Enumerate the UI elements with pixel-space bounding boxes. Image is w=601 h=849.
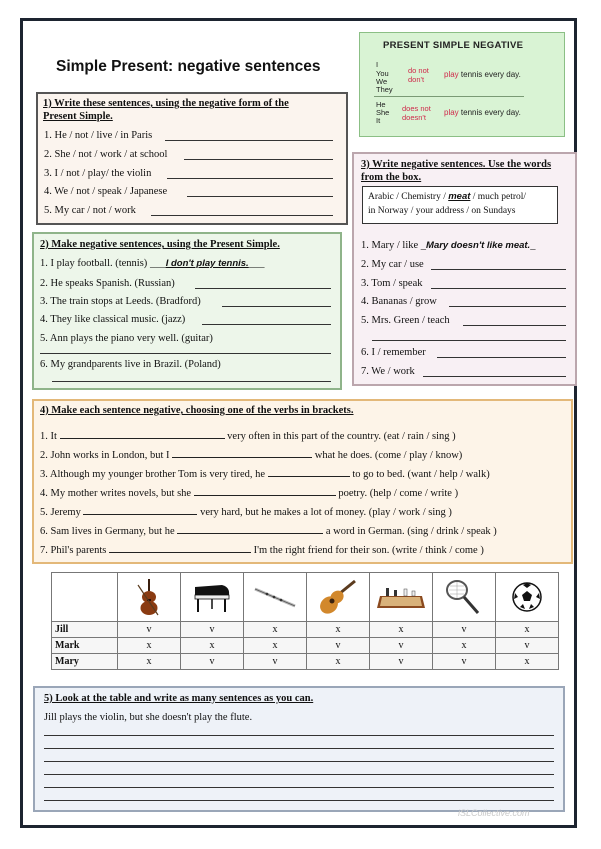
- word-box-text: Arabic / Chemistry /: [368, 192, 449, 202]
- example-rest-text: tennis every day.: [460, 70, 521, 79]
- auxiliary: doesn't: [402, 113, 426, 122]
- answer-line[interactable]: [372, 340, 566, 341]
- exercise-3-item: 4. Bananas / grow: [361, 296, 437, 307]
- violin-icon: [134, 577, 164, 617]
- exercise-4-item: [40, 448, 462, 462]
- table-icon-cell: [433, 573, 496, 622]
- exercise-4-item: [40, 505, 452, 519]
- answer-line[interactable]: [165, 140, 333, 141]
- exercise-1-item: 2. She / not / work / at school: [44, 149, 168, 160]
- exercise-3-title-line1: 3) Write negative sentences. Use the words: [361, 159, 552, 170]
- exercise-1-title: [43, 97, 289, 123]
- person-name: Jill: [52, 622, 118, 638]
- table-cell: x: [370, 622, 433, 638]
- exercise-1-title-line2: Present Simple.: [43, 111, 113, 122]
- exercise-3-item: 7. We / work: [361, 366, 415, 377]
- table-cell: x: [496, 654, 559, 670]
- auxiliary: don't: [408, 75, 425, 84]
- table-icon-cell: [307, 573, 370, 622]
- exercise-4-item-end: a word in German. (sing / drink / speak ): [325, 526, 497, 537]
- exercise-4-item: [40, 524, 497, 538]
- table-cell: x: [307, 622, 370, 638]
- exercise-4-item-start: 4. My mother writes novels, but she: [40, 488, 192, 499]
- exercise-4-item: [40, 467, 490, 481]
- answer-line[interactable]: [44, 800, 554, 801]
- table-cell: x: [181, 638, 244, 654]
- table-cell: v: [433, 622, 496, 638]
- table-header-row: [52, 573, 559, 622]
- word-box-text: in Norway / your address / on Sundays: [368, 206, 516, 216]
- answer-line[interactable]: [44, 787, 554, 788]
- flute-icon: [252, 582, 298, 612]
- answer-blank[interactable]: [109, 543, 251, 553]
- page-title: Simple Present: negative sentences: [56, 58, 321, 75]
- table-cell: v: [307, 638, 370, 654]
- table-icon-cell: [244, 573, 307, 622]
- answer-line[interactable]: [187, 196, 333, 197]
- exercise-3-item-text: 1. Mary / like: [361, 240, 419, 251]
- exercise-2-item-text: 1. I play football. (tennis): [40, 258, 148, 269]
- answer-line[interactable]: [222, 306, 331, 307]
- table-cell: v: [244, 654, 307, 670]
- word-box: [362, 186, 558, 224]
- pronoun: I: [376, 60, 379, 69]
- exercise-1-item: 3. I / not / play/ the violin: [44, 168, 152, 179]
- table-cell: v: [496, 638, 559, 654]
- word-box-used-word: meat: [448, 191, 471, 202]
- exercise-4-item-end: very hard, but he makes a lot of money. (play / work / sing ): [200, 507, 452, 518]
- example-rest-text: tennis every day.: [460, 108, 521, 117]
- exercise-3-item: 2. My car / use: [361, 259, 424, 270]
- example-answer: I don't play tennis.: [165, 258, 249, 269]
- table-icon-cell: [370, 573, 433, 622]
- exercise-2-item: 3. The train stops at Leeds. (Bradford): [40, 296, 201, 307]
- exercise-4-item: [40, 543, 484, 557]
- example-rest: play tennis every day.: [444, 108, 521, 117]
- word-box-text: / much petrol/: [470, 192, 527, 202]
- exercise-4-item-start: 6. Sam lives in Germany, but he: [40, 526, 175, 537]
- answer-line[interactable]: [431, 269, 566, 270]
- exercise-4-item: [40, 429, 456, 443]
- piano-icon: [192, 579, 232, 615]
- exercise-4-item-end: very often in this part of the country. (eat / rain / sing ): [227, 431, 456, 442]
- answer-line[interactable]: [202, 324, 331, 325]
- table-cell: v: [118, 622, 181, 638]
- exercise-3-title: [361, 158, 551, 184]
- exercise-3-item: 5. Mrs. Green / teach: [361, 315, 450, 326]
- answer-line[interactable]: [184, 159, 333, 160]
- exercise-4-item-start: 1. It: [40, 431, 57, 442]
- guitar-icon: [317, 578, 359, 616]
- answer-line[interactable]: [437, 357, 566, 358]
- exercise-3-item: 1. Mary / like _Mary doesn't like meat._: [361, 240, 536, 251]
- answer-blank[interactable]: [60, 429, 225, 439]
- tennis-racket-icon: [443, 577, 485, 617]
- watermark: iSLCollective.com: [458, 808, 530, 818]
- exercise-3-title-line2: from the box.: [361, 172, 422, 183]
- answer-line[interactable]: [151, 215, 333, 216]
- table-icon-cell: [496, 573, 559, 622]
- table-cell: x: [244, 622, 307, 638]
- table-cell: v: [370, 654, 433, 670]
- table-cell: x: [118, 638, 181, 654]
- exercise-4-item-end: poetry. (help / come / write ): [338, 488, 459, 499]
- table-cell: v: [181, 654, 244, 670]
- table-row: [52, 654, 559, 670]
- exercise-2-item: 4. They like classical music. (jazz): [40, 314, 186, 325]
- exercise-5-title: 5) Look at the table and write as many sentences as you can.: [44, 693, 314, 704]
- pronoun: We: [376, 77, 388, 86]
- person-name: Mary: [52, 654, 118, 670]
- auxiliary: does not: [402, 104, 431, 113]
- exercise-4-item: [40, 486, 458, 500]
- table-cell: x: [496, 622, 559, 638]
- football-icon: [509, 579, 545, 615]
- exercise-4-item-start: 5. Jeremy: [40, 507, 81, 518]
- table-row: [52, 622, 559, 638]
- answer-blank[interactable]: [83, 505, 197, 515]
- auxiliary: do not: [408, 66, 429, 75]
- exercise-4-item-end: I'm the right friend for their son. (write / think / come ): [253, 545, 484, 556]
- answer-line[interactable]: [195, 288, 331, 289]
- exercise-4-item-end: to go to bed. (want / help / walk): [352, 469, 490, 480]
- exercise-1-item: 4. We / not / speak / Japanese: [44, 186, 168, 197]
- grammar-title: PRESENT SIMPLE NEGATIVE: [383, 40, 524, 51]
- exercise-2-item: 1. I play football. (tennis) ___I don't play tennis.___: [40, 258, 265, 269]
- table-cell: x: [433, 638, 496, 654]
- exercise-1-item: 5. My car / not / work: [44, 205, 136, 216]
- table-icon-cell: [118, 573, 181, 622]
- exercise-4-item-start: 2. John works in London, but I: [40, 450, 170, 461]
- table-cell: x: [244, 638, 307, 654]
- answer-line[interactable]: [463, 325, 566, 326]
- table-cell: x: [307, 654, 370, 670]
- table-icon-cell: [181, 573, 244, 622]
- answer-line[interactable]: [44, 735, 554, 736]
- example-rest: play tennis every day.: [444, 70, 521, 79]
- answer-line[interactable]: [52, 381, 331, 382]
- exercise-4-title: 4) Make each sentence negative, choosing one of the verbs in brackets.: [40, 405, 354, 416]
- table-cell: x: [118, 654, 181, 670]
- table-row: [52, 638, 559, 654]
- exercise-3-item: 3. Tom / speak: [361, 278, 423, 289]
- exercise-5-example: Jill plays the violin, but she doesn't play the flute.: [44, 712, 253, 723]
- exercise-2-item: 6. My grandparents live in Brazil. (Poland): [40, 359, 221, 370]
- pronoun: It: [376, 116, 381, 125]
- exercise-2-item: 2. He speaks Spanish. (Russian): [40, 278, 175, 289]
- answer-blank[interactable]: [177, 524, 323, 534]
- table-cell: v: [181, 622, 244, 638]
- answer-line[interactable]: [423, 376, 566, 377]
- answer-blank[interactable]: [172, 448, 312, 458]
- example-answer: Mary doesn't like meat.: [426, 240, 531, 251]
- answer-blank[interactable]: [268, 467, 350, 477]
- exercise-4-box: [32, 399, 573, 564]
- pronoun: You: [376, 69, 389, 78]
- exercise-2-item: 5. Ann plays the piano very well. (guitar): [40, 333, 213, 344]
- answer-blank[interactable]: [194, 486, 336, 496]
- table-cell: v: [370, 638, 433, 654]
- exercise-1-item: 1. He / not / live / in Paris: [44, 130, 153, 141]
- table-corner-cell: [52, 573, 118, 622]
- exercise-3-item: 6. I / remember: [361, 347, 426, 358]
- pronoun: They: [376, 85, 393, 94]
- pronoun: He: [376, 100, 386, 109]
- answer-line[interactable]: [44, 761, 554, 762]
- pronoun: She: [376, 108, 390, 117]
- answer-line[interactable]: [44, 748, 554, 749]
- answer-line[interactable]: [431, 288, 566, 289]
- table-cell: v: [433, 654, 496, 670]
- exercise-4-item-start: 3. Although my younger brother Tom is very tired, he: [40, 469, 266, 480]
- divider: [374, 96, 524, 97]
- person-name: Mark: [52, 638, 118, 654]
- exercise-4-item-start: 7. Phil's parents: [40, 545, 107, 556]
- activity-table: [51, 572, 559, 670]
- answer-line[interactable]: [44, 774, 554, 775]
- exercise-2-title: 2) Make negative sentences, using the Present Simple.: [40, 239, 280, 250]
- exercise-1-title-line1: 1) Write these sentences, using the negative form of the: [43, 98, 289, 109]
- chess-icon: [376, 582, 426, 612]
- exercise-4-item-end: what he does. (come / play / know): [314, 450, 463, 461]
- answer-line[interactable]: [167, 178, 333, 179]
- answer-line[interactable]: [449, 306, 566, 307]
- answer-line[interactable]: [40, 353, 331, 354]
